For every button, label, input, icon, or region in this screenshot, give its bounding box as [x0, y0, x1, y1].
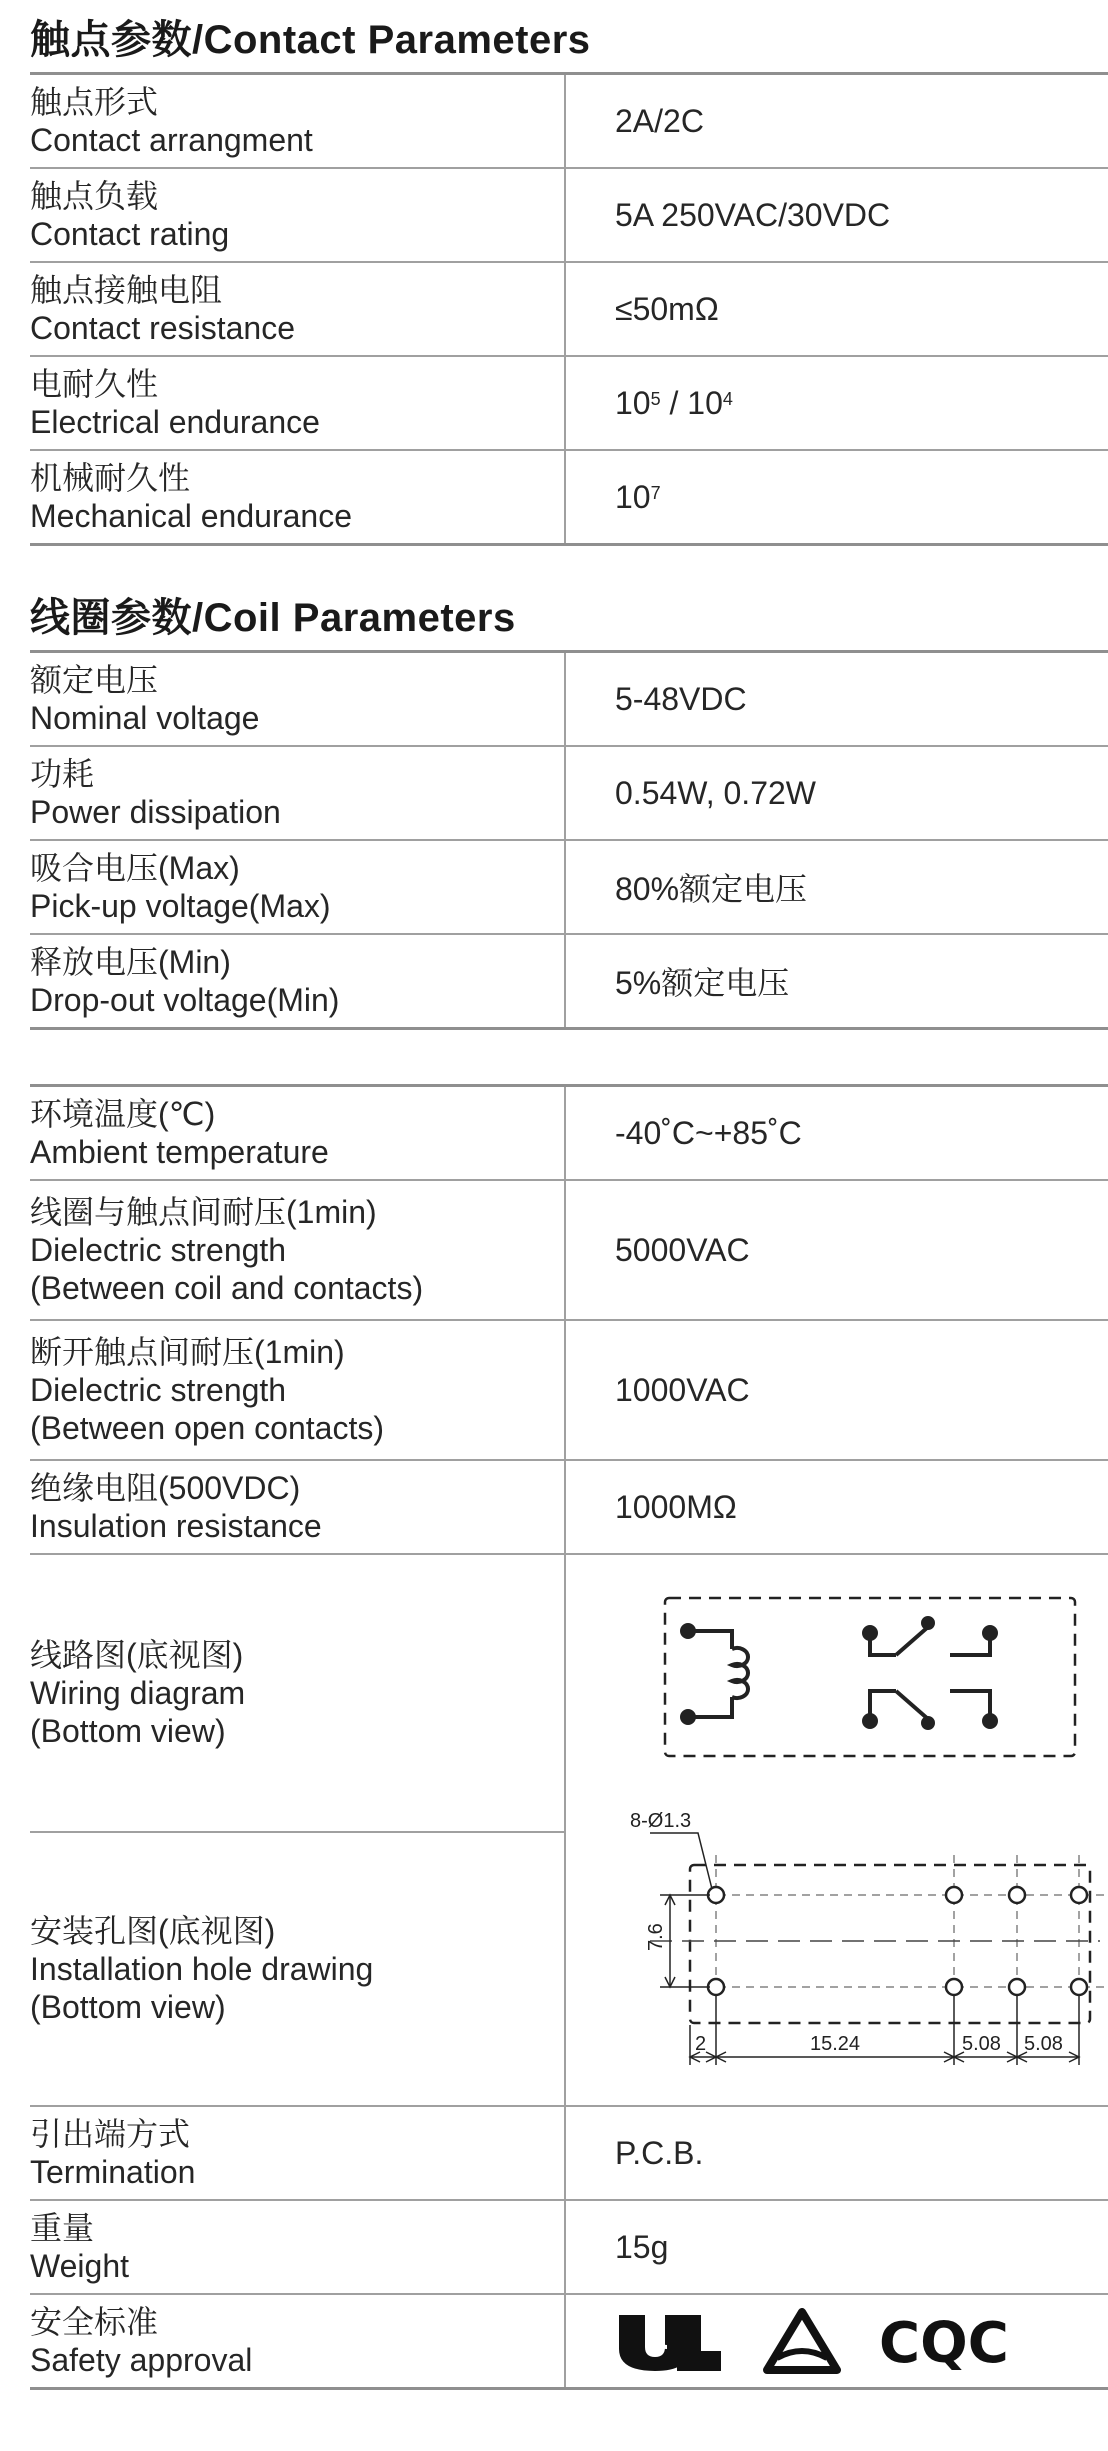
cqc-logo: [879, 2308, 1029, 2374]
coil-symbol: [682, 1625, 748, 1723]
param-value: 2A/2C: [615, 102, 704, 139]
contact-symbols: [864, 1617, 996, 1728]
ul-logo: [615, 2309, 725, 2373]
wiring-label: [30, 1555, 565, 1831]
dim-vertical-label: 7.6: [645, 1923, 667, 1951]
param-name-en: Contact rating: [30, 216, 230, 252]
param-value: 5000VAC: [615, 1231, 750, 1268]
param-name-zh: 断开触点间耐压(1min): [30, 1334, 345, 1370]
param-name-zh: 重量: [30, 2210, 95, 2246]
param-name-en: Weight: [30, 2248, 130, 2284]
param-value: 5A 250VAC/30VDC: [615, 196, 891, 233]
param-name-en-note: (Bottom view): [30, 1989, 226, 2025]
table-row: [30, 2295, 1108, 2390]
param-value: P.C.B.: [615, 2134, 704, 2171]
dim-15-24-label: 15.24: [810, 2033, 861, 2055]
wiring-diagram: [660, 1593, 1080, 1763]
table-row: [30, 1087, 1108, 1181]
param-value: 1000VAC: [615, 1371, 750, 1408]
param-value: 5-48VDC: [615, 680, 747, 717]
param-name-en: Dielectric strength: [30, 1372, 287, 1408]
other-table: [30, 1084, 1108, 2390]
table-row: [30, 1321, 1108, 1461]
param-name-en: Safety approval: [30, 2342, 253, 2378]
param-name-en: Electrical endurance: [30, 404, 320, 440]
hole-drawing: [590, 1805, 1108, 2095]
param-value: 80%额定电压: [615, 871, 808, 907]
param-name-en: Contact arrangment: [30, 122, 313, 158]
param-name-zh: 线圈与触点间耐压(1min): [30, 1194, 377, 1230]
param-value: 10 $^7$: [615, 478, 661, 515]
contact-section-title: 触点参数/Contact Parameters: [30, 18, 591, 62]
param-name-zh: 触点负载: [30, 178, 159, 214]
param-name-en: Drop-out voltage(Min): [30, 982, 340, 1018]
param-name-en: Power dissipation: [30, 794, 281, 830]
param-name-en: Ambient temperature: [30, 1134, 329, 1170]
param-name-zh: 安全标准: [30, 2304, 159, 2340]
diagram-row: [30, 1555, 1108, 2107]
param-value: 10 $^5$ / 10 $^4$: [615, 384, 733, 421]
dim-5-08-b-label: 5.08: [1024, 2033, 1063, 2055]
param-name-en: Installation hole drawing: [30, 1951, 374, 1987]
table-row: [30, 1181, 1108, 1321]
param-name-zh: 安装孔图(底视图): [30, 1913, 276, 1949]
table-row: [30, 935, 1108, 1030]
table-row: [30, 1461, 1108, 1555]
param-name-en: Dielectric strength: [30, 1232, 287, 1268]
triangle-logo: [763, 2308, 841, 2374]
table-row: [30, 75, 1108, 169]
param-value: 5%额定电压: [615, 965, 790, 1001]
param-name-zh: 环境温度(℃): [30, 1096, 216, 1132]
param-name-en-note: (Between open contacts): [30, 1410, 384, 1446]
coil-table: [30, 650, 1108, 1030]
param-value: -40˚C~+85˚C: [615, 1114, 802, 1151]
param-name-en: Nominal voltage: [30, 700, 260, 736]
table-row: [30, 653, 1108, 747]
coil-section-title: 线圈参数/Coil Parameters: [30, 596, 516, 640]
param-name-zh: 吸合电压(Max): [30, 850, 240, 886]
param-name-zh: 电耐久性: [30, 366, 159, 402]
param-name-en-note: (Bottom view): [30, 1713, 226, 1749]
param-value: 0.54W, 0.72W: [615, 774, 816, 811]
param-name-zh: 触点形式: [30, 84, 159, 120]
table-row: [30, 747, 1108, 841]
table-row: [30, 451, 1108, 546]
dim-2-label: 2: [695, 2033, 707, 2055]
table-row: [30, 2107, 1108, 2201]
param-name-en: Wiring diagram: [30, 1675, 246, 1711]
table-row: [30, 169, 1108, 263]
param-name-en-note: (Between coil and contacts): [30, 1270, 424, 1306]
footprint-outline: [690, 1865, 1090, 2023]
table-row: [30, 841, 1108, 935]
param-name-zh: 释放电压(Min): [30, 944, 231, 980]
param-name-en: Termination: [30, 2154, 196, 2190]
param-value: ≤50mΩ: [615, 290, 719, 327]
param-name-zh: 引出端方式: [30, 2116, 191, 2152]
param-name-zh: 线路图(底视图): [30, 1637, 244, 1673]
param-name-zh: 触点接触电阻: [30, 272, 223, 308]
param-value: 1000MΩ: [615, 1488, 737, 1525]
param-name-en: Pick-up voltage(Max): [30, 888, 331, 924]
approval-logos: [615, 2295, 1108, 2387]
table-row: [30, 263, 1108, 357]
hole-label: [30, 1833, 565, 2105]
param-name-zh: 绝缘电阻(500VDC): [30, 1470, 301, 1506]
param-name-zh: 功耗: [30, 756, 95, 792]
contact-table: [30, 72, 1108, 546]
param-name-en: Insulation resistance: [30, 1508, 322, 1544]
param-name-en: Contact resistance: [30, 310, 296, 346]
dim-5-08-a-label: 5.08: [962, 2033, 1001, 2055]
param-name-zh: 额定电压: [30, 662, 159, 698]
param-name-zh: 机械耐久性: [30, 460, 191, 496]
relay-outline: [665, 1598, 1075, 1756]
param-name-en: Mechanical endurance: [30, 498, 352, 534]
svg-text:CQC: CQC: [879, 2311, 1009, 2374]
table-row: [30, 357, 1108, 451]
hole-spec-label: 8-Ø1.3: [630, 1810, 692, 1832]
table-row: [30, 2201, 1108, 2295]
param-value: 15g: [615, 2228, 669, 2265]
